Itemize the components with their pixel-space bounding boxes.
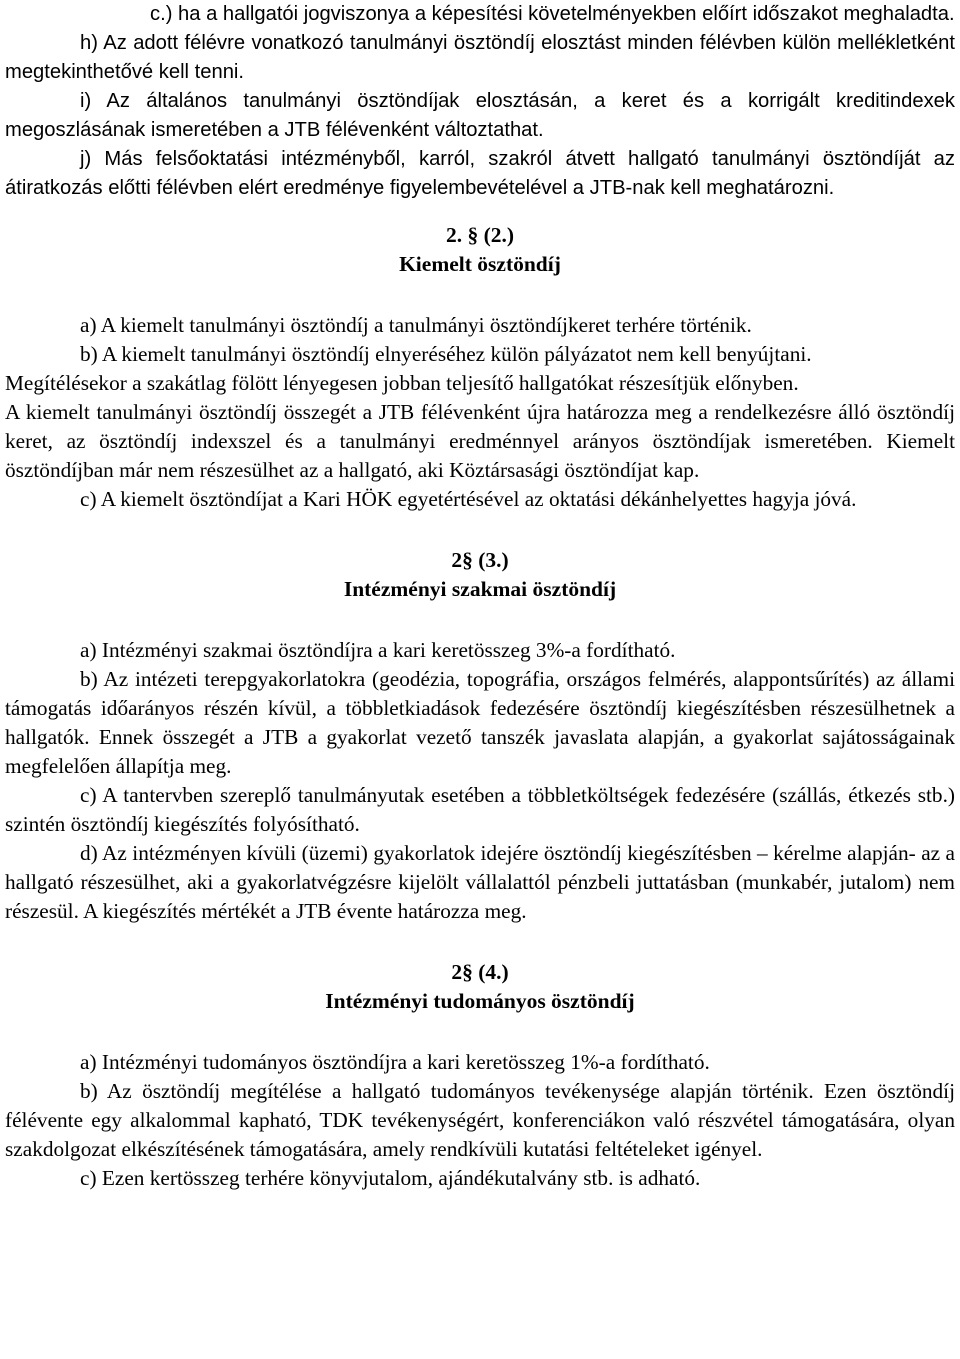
paragraph-h: h) Az adott félévre vonatkozó tanulmányi ösztöndíj elosztást minden félévben külön mellékletként megtekinthetővé kell tenni. bbox=[5, 32, 955, 83]
section-title: Kiemelt ösztöndíj bbox=[399, 252, 561, 276]
section1-paragraph-c: c) A kiemelt ösztöndíjat a Kari HÖK egyetértésével az oktatási dékánhelyettes hagyja jóvá. bbox=[80, 487, 857, 511]
paragraph-c-condition: c.) ha a hallgatói jogviszonya a képesítési követelményekben előírt időszakot meghaladta. bbox=[150, 3, 955, 25]
spacer bbox=[5, 279, 955, 311]
section-number: 2. § (2.) bbox=[445, 223, 515, 247]
paragraph-j: j) Más felsőoktatási intézményből, karról, szakról átvett hallgató tanulmányi ösztöndíját az átiratkozás előtti félévben elért eredménye figyelembevételével a JTB-nak kell meghatározni. bbox=[5, 148, 955, 199]
section3-paragraph-c: c) Ezen kertösszeg terhére könyvjutalom, ajándékutalvány stb. is adható. bbox=[80, 1166, 701, 1190]
section1-paragraph-a: a) A kiemelt tanulmányi ösztöndíj a tanulmányi ösztöndíjkeret terhére történik. bbox=[80, 313, 752, 337]
spacer bbox=[5, 203, 955, 221]
section2-paragraph-b: b) Az intézeti terepgyakorlatokra (geodézia, topográfia, országos felmérés, alappontsűrítés) az állami támogatás időarányos részén kívül, a többletkiadások fedezésére ösztöndíj kiegészítésben részesülhetnek a hallgatók. Ennek összegét a JTB a gyakorlat vezető tanszék javaslata alapján, a gyakorlat sajátosságainak megfelelően állapítja meg. bbox=[5, 667, 955, 778]
section1-paragraph-amount: A kiemelt tanulmányi ösztöndíj összegét a JTB félévenként újra határozza meg a rendelkezésre álló ösztöndíj keret, az ösztöndíj indexszel és a tanulmányi eredménnyel arányos ösztöndíjak ismeretében. Kiemelt ösztöndíjban már nem részesülhet az a hallgató, aki Köztársasági ösztöndíjat kap. bbox=[5, 400, 955, 482]
document-page bbox=[5, 0, 955, 1193]
spacer bbox=[5, 1016, 955, 1048]
section-title: Intézményi tudományos ösztöndíj bbox=[325, 989, 635, 1013]
section3-paragraph-b: b) Az ösztöndíj megítélése a hallgató tudományos tevékenysége alapján történik. Ezen ösztöndíj félévente egy alkalommal kapható, TDK tevékenységért, konferenciákon való részvétel támogatására, olyan szakdolgozat elkészítésének támogatására, amely rendkívüli kutatási feltételeket igényel. bbox=[5, 1079, 955, 1161]
section2-paragraph-d: d) Az intézményen kívüli (üzemi) gyakorlatok idejére ösztöndíj kiegészítésben – kérelme alapján- az a hallgató részesülhet, aki a gyakorlatvégzésre kijelölt vállalattól pénzbeli juttatásban (munkabér, jutalom) nem részesül. A kiegészítés mértékét a JTB évente határozza meg. bbox=[5, 841, 955, 923]
spacer bbox=[5, 514, 955, 546]
section3-paragraph-a: a) Intézményi tudományos ösztöndíjra a kari keretösszeg 1%-a fordítható. bbox=[80, 1050, 710, 1074]
section2-paragraph-c: c) A tantervben szereplő tanulmányutak esetében a többletköltségek fedezésére (szállás, étkezés stb.) szintén ösztöndíj kiegészítés folyósítható. bbox=[5, 783, 955, 836]
spacer bbox=[5, 604, 955, 636]
section1-paragraph-evaluation: Megítélésekor a szakátlag fölött lényegesen jobban teljesítő hallgatókat részesítjük előnyben. bbox=[5, 371, 799, 395]
spacer bbox=[5, 926, 955, 958]
section-number: 2§ (4.) bbox=[451, 960, 509, 984]
section-number: 2§ (3.) bbox=[451, 548, 509, 572]
paragraph-i: i) Az általános tanulmányi ösztöndíjak elosztásán, a keret és a korrigált kreditindexek megoszlásának ismeretében a JTB félévenként változtathat. bbox=[5, 90, 955, 141]
section1-paragraph-b: b) A kiemelt tanulmányi ösztöndíj elnyeréséhez külön pályázatot nem kell benyújtani. bbox=[80, 342, 812, 366]
section2-paragraph-a: a) Intézményi szakmai ösztöndíjra a kari keretösszeg 3%-a fordítható. bbox=[80, 638, 676, 662]
section-title: Intézményi szakmai ösztöndíj bbox=[343, 577, 617, 601]
